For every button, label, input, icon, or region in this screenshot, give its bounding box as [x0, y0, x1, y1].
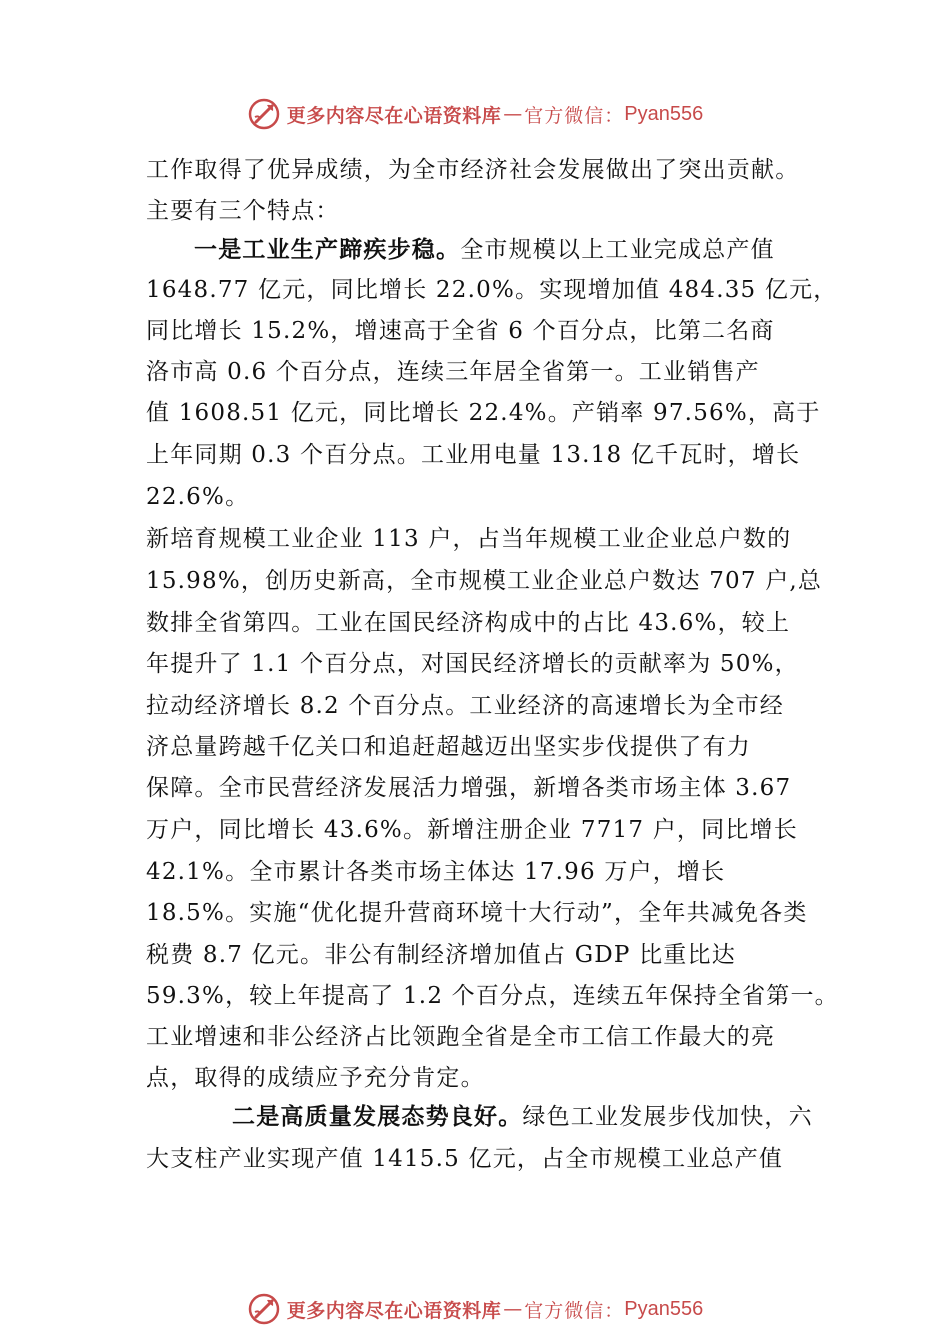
- footer-banner: [0, 1289, 950, 1329]
- banner-dash: —: [503, 1298, 523, 1320]
- text-line: 新培育规模工业企业 113 户，占当年规模工业企业总户数的: [146, 526, 792, 552]
- text-line: 1648.77 亿元，同比增长 22.0%。实现增加值 484.35 亿元，: [146, 277, 838, 303]
- text-line: 22.6%。: [146, 484, 250, 510]
- text-line: 42.1%。全市累计各类市场主体达 17.96 万户，增长: [146, 859, 726, 885]
- banner-dash: —: [503, 103, 523, 125]
- banner-text: 更多内容尽在心语资料库: [286, 104, 502, 127]
- banner-text: 更多内容尽在心语资料库: [286, 1299, 502, 1322]
- banner-wechat-id: Pyan556: [624, 102, 704, 125]
- text-line: 济总量跨越千亿关口和追赶超越迈出坚实步伐提供了有力: [146, 734, 751, 760]
- text-line: 上年同期 0.3 个百分点。工业用电量 13.18 亿千瓦时，增长: [146, 442, 801, 468]
- text-line: 59.3%，较上年提高了 1.2 个百分点，连续五年保持全省第一。: [146, 983, 839, 1009]
- text-line: 值 1608.51 亿元，同比增长 22.4%。产销率 97.56%，高于: [146, 400, 821, 426]
- text-line: 15.98%，创历史新高，全市规模工业企业总户数达 707 户,总: [146, 568, 823, 594]
- quill-seal-icon: [247, 97, 281, 131]
- text-line: 工作取得了优异成绩，为全市经济社会发展做出了突出贡献。: [146, 157, 800, 183]
- text-line: 年提升了 1.1 个百分点，对国民经济增长的贡献率为 50%，: [146, 651, 799, 677]
- text-line: 保障。全市民营经济发展活力增强，新增各类市场主体 3.67: [146, 775, 792, 801]
- banner-wechat-label: 官方微信：: [524, 1299, 625, 1322]
- paragraph-2-lead: 二是高质量发展态势良好。: [232, 1103, 523, 1130]
- banner-wechat-label: 官方微信：: [524, 104, 625, 127]
- quill-seal-icon: [247, 1292, 281, 1326]
- text-line: 万户，同比增长 43.6%。新增注册企业 7717 户，同比增长: [146, 817, 798, 843]
- text-line: 同比增长 15.2%，增速高于全省 6 个百分点，比第二名商: [146, 318, 775, 344]
- text-line: 工业增速和非公经济占比领跑全省是全市工信工作最大的亮: [146, 1024, 776, 1050]
- text-line: 主要有三个特点：: [146, 198, 340, 224]
- text-line: 大支柱产业实现产值 1415.5 亿元，占全市规模工业总产值: [146, 1146, 784, 1172]
- paragraph-1-lead: 一是工业生产蹄疾步稳。: [194, 236, 461, 263]
- text-line: 数排全省第四。工业在国民经济构成中的占比 43.6%，较上: [146, 610, 791, 636]
- paragraph-2-first-line: [232, 1101, 813, 1133]
- text-line: 点，取得的成绩应予充分肯定。: [146, 1065, 485, 1091]
- text-line: 18.5%。实施“优化提升营商环境十大行动”，全年共减免各类: [146, 900, 808, 926]
- text-line: 拉动经济增长 8.2 个百分点。工业经济的高速增长为全市经: [146, 693, 784, 719]
- banner-wechat-id: Pyan556: [624, 1297, 704, 1320]
- text-line: 洛市高 0.6 个百分点，连续三年居全省第一。工业销售产: [146, 359, 760, 385]
- paragraph-1-rest: 全市规模以上工业完成总产值: [460, 237, 775, 263]
- paragraph-1-first-line: [194, 234, 775, 266]
- paragraph-2-rest: 绿色工业发展步伐加快，六: [522, 1104, 813, 1130]
- header-banner: [0, 94, 950, 134]
- text-line: 税费 8.7 亿元。非公有制经济增加值占 GDP 比重比达: [146, 942, 736, 968]
